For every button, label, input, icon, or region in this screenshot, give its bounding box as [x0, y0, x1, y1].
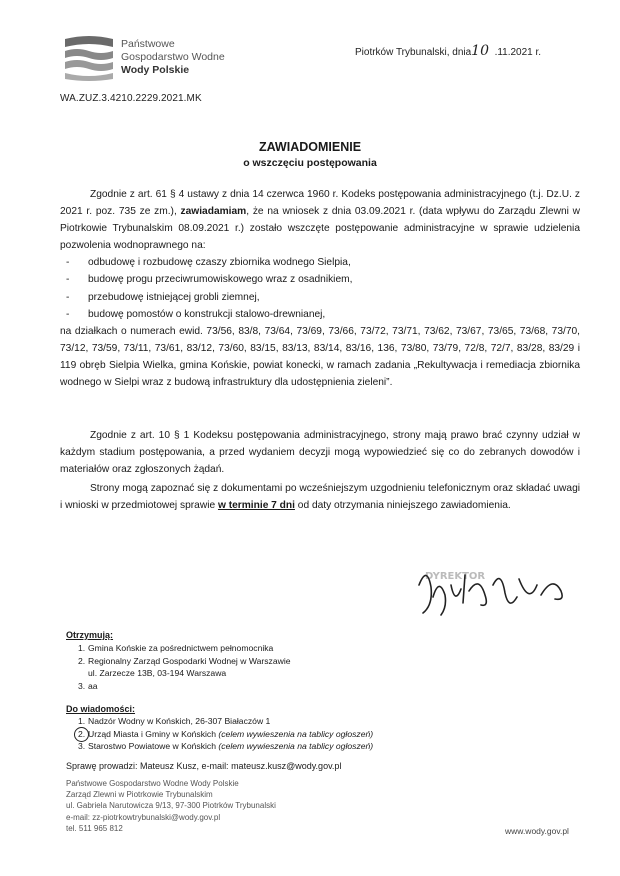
recipients-list [66, 642, 291, 692]
footer-line: e-mail: zz-piotrkowtrybunalski@wody.gov.pl [66, 812, 221, 822]
footer-line: tel. 511 965 812 [66, 823, 123, 833]
p1-bold: zawiadamiam [180, 206, 247, 218]
scope-list [60, 254, 580, 322]
handwritten-signature [405, 555, 585, 625]
website-url: www.wody.gov.pl [505, 826, 569, 836]
case-reference: WA.ZUZ.3.4210.2229.2021.MK [60, 93, 202, 104]
logo-line: Wody Polskie [121, 64, 190, 76]
footer-line: ul. Gabriela Narutowicza 9/13, 97-300 Piotrków Trybunalski [66, 801, 276, 811]
footer-line: Zarząd Zlewni w Piotrkowie Trybunalskim [66, 790, 213, 800]
p3-text-a: Strony mogą zapoznać się z dokumentami po wcześniejszym uzgodnieniu telefonicznym oraz składać uwagi i wnioski w przedmiotowej sprawie [60, 483, 580, 512]
copies-list [66, 715, 373, 753]
list-item: ul. Zarzecze 13B, 03-194 Warszawa [88, 668, 227, 679]
recipients-title: Otrzymują: [66, 630, 114, 640]
wody-polskie-logo-icon [63, 35, 115, 81]
deadline-bold: w terminie 7 dni [217, 500, 295, 512]
list-item: 1. Gmina Końskie za pośrednictwem pełnomocnika [78, 643, 274, 653]
copies-title: Do wiadomości: [66, 704, 136, 714]
logo-line: Państwowe [121, 38, 175, 50]
p3-text-b: od daty otrzymania niniejszego zawiadomienia. [294, 500, 511, 512]
paragraph-deadline [60, 480, 580, 514]
footer-address [66, 778, 276, 834]
stamp-text: DYREKTOR [425, 571, 486, 582]
footer-line: Państwowe Gospodarstwo Wodne Wody Polskie [66, 779, 239, 788]
place-and-date [355, 43, 541, 59]
logo-line: Gospodarstwo Wodne [121, 51, 225, 63]
handwritten-day: 10 [471, 43, 489, 59]
list-item: - przebudowę istniejącej grobli ziemnej, [60, 289, 580, 306]
p2-text: Zgodnie z art. 10 § 1 Kodeksu postępowania administracyjnego, strony mają prawo brać czynny udział w każdym stadium postępowania, a przed wydaniem decyzji mogą wypowiedzieć się co do zebranych dowodów i materiałów oraz zgłoszonych żądań. [60, 430, 580, 476]
list-item: 2. Urząd Miasta i Gminy w Końskich (celem wywieszenia na tablicy ogłoszeń) [66, 728, 373, 741]
list-item: 3. aa [78, 680, 98, 691]
list-item: 3. Starostwo Powiatowe w Końskich (celem wywieszenia na tablicy ogłoszeń) [78, 741, 374, 752]
list-item: 1. Nadzór Wodny w Końskich, 26-307 Białaczów 1 [78, 716, 271, 726]
month-year: .11.2021 r. [494, 47, 542, 58]
logo-text [121, 38, 225, 77]
paragraph-notification [60, 186, 580, 391]
list-item: - budowę pomostów o konstrukcji stalowo-drewnianej, [60, 306, 580, 323]
p1-text-b: , że na wniosek z dnia 03.09.2021 r. (data wpływu do Zarządu Zlewni w Piotrkowie Trybunalskim 08.09.2021 r.) zostało wszczęte postępowanie administracyjne w sprawie udzielenia pozwolenia wodnoprawnego na: [60, 206, 580, 252]
prepared-by: Sprawę prowadzi: Mateusz Kusz, e-mail: mateusz.kusz@wody.gov.pl [66, 761, 342, 771]
document-title: ZAWIADOMIENIE [258, 140, 362, 154]
p1-text-c: na działkach o numerach ewid. 73/56, 83/8, 73/64, 73/69, 73/66, 73/72, 73/71, 73/62, 73/67, 73/65, 73/68, 73/70, 73/12, 73/59, 73/11, 73/61, 83/12, 73/60, 83/15, 83/13, 83/14, 83/16, 136, 73/80, 73/79, 72/8, 72/7, 83/28, 83/29 i 119 obręb Sielpia Wielka, gmina Końskie, powiat konecki, w ramach zadania „Rekultywacja i remediacja zbiornika wodnego w Sielpi wraz z budową infrastruktury dla udostępnienia zieleni”. [60, 325, 580, 389]
list-item: 2. Regionalny Zarząd Gospodarki Wodnej w Warszawie [78, 655, 291, 666]
place-prefix: Piotrków Trybunalski, dnia [355, 47, 472, 58]
list-item: - budowę progu przeciwrumowiskowego wraz z osadnikiem, [60, 271, 580, 288]
paragraph-rights [60, 427, 580, 478]
p1-text-a: Zgodnie z art. 61 § 4 ustawy z dnia 14 czerwca 1960 r. Kodeks postępowania administracyjnego (t.j. Dz.U. z 2021 r. poz. 735 ze zm.), [60, 189, 580, 218]
document-subtitle: o wszczęciu postępowania [243, 157, 377, 169]
list-item: - odbudowę i rozbudowę czaszy zbiornika wodnego Sielpia, [60, 254, 580, 271]
